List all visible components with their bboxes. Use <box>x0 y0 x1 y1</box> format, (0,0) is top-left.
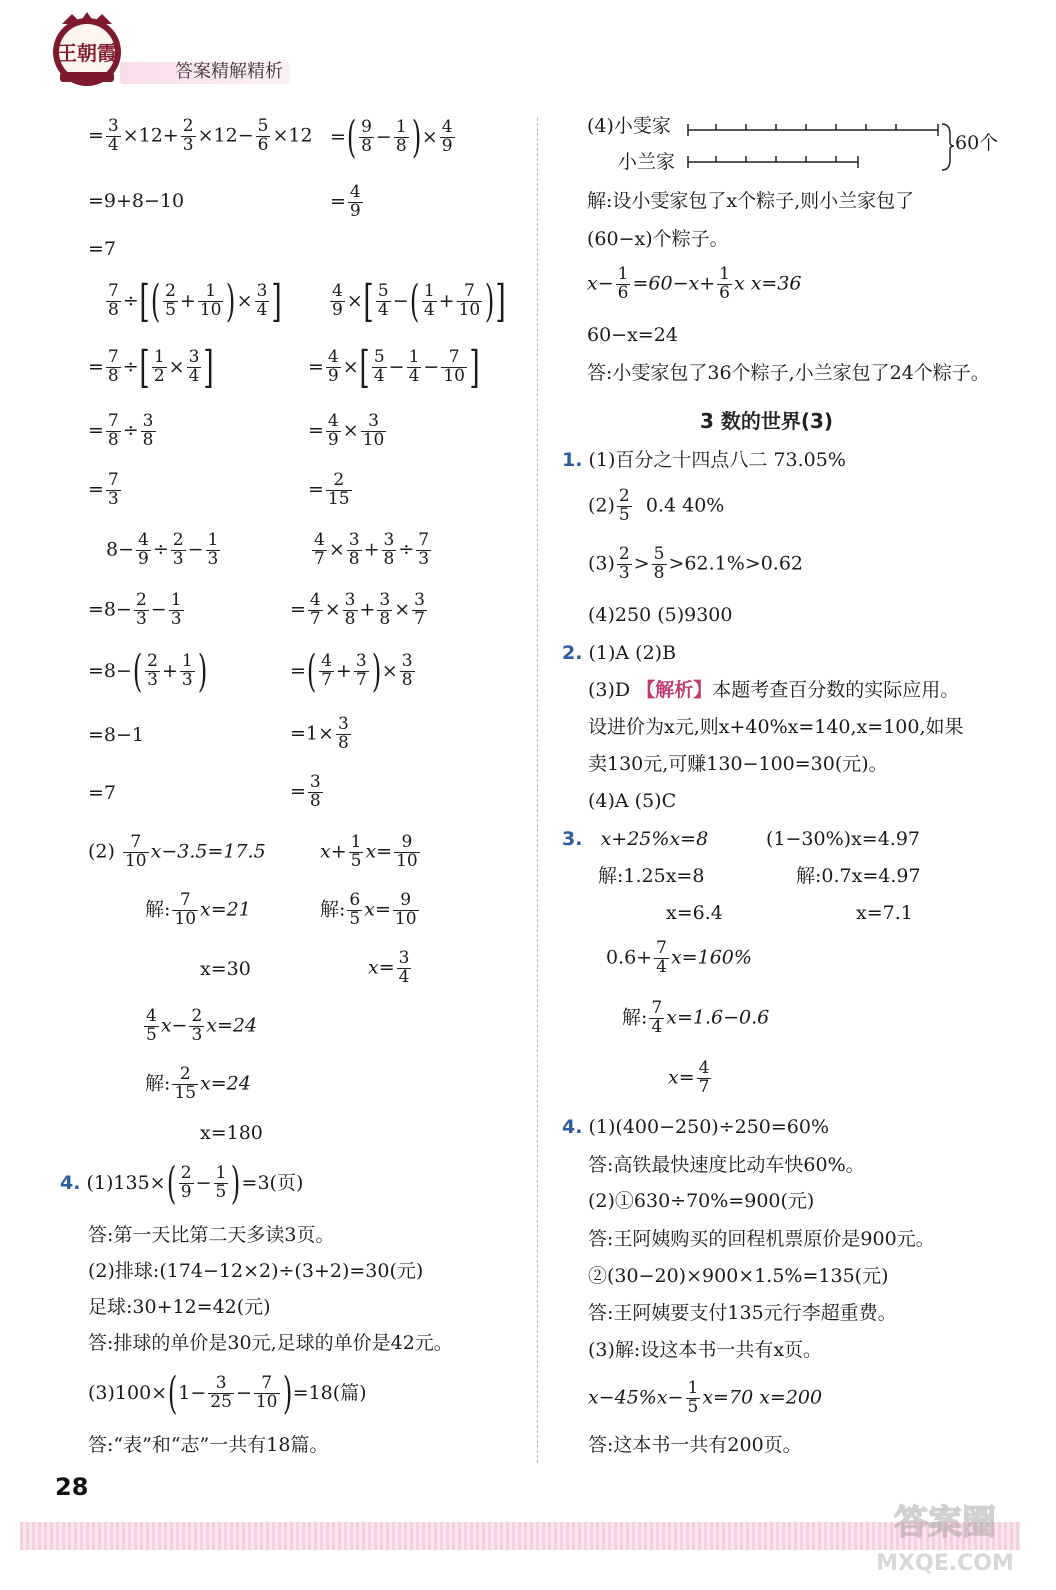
calc-line: = $\frac{3}{8}$ <box>290 772 321 811</box>
question-1-part-2: (2) $\frac{2}{5}$ 0.4 40% <box>588 486 725 525</box>
calc-line: = $\frac{4}{9}$ <box>330 182 361 221</box>
watermark-url: MXQE.COM <box>876 1551 1014 1576</box>
solution-text: (60−x)个粽子。 <box>587 228 729 250</box>
question-3-eq-a: 3. x+25%x=8 <box>562 828 709 850</box>
calc-line: = $\frac{7}{3}$ <box>88 470 119 509</box>
question-4-part-1: 4. (1)135×( $\frac{2}{9}$ − $\frac{1}{5}$ )=3(页) <box>60 1158 304 1209</box>
calc-line: = $\frac{7}{8}$ ÷[ $\frac{1}{2}$ × $\frac{3}{4}$ ] <box>88 342 215 393</box>
watermark-text: 答案圈 <box>894 1503 996 1543</box>
answer-text: 答:“表”和“志”一共有18篇。 <box>88 1434 329 1456</box>
equation-line: 解:1.25x=8 <box>598 865 705 887</box>
calc-line: =( $\frac{9}{8}$ − $\frac{1}{8}$ )× $\frac{4}{9}$ <box>330 112 453 163</box>
calc-line: $\frac{4}{7}$ × $\frac{3}{8}$ + $\frac{3}{8}$ ÷ $\frac{7}{3}$ <box>314 530 430 569</box>
calc-line: = $\frac{4}{9}$ × $\frac{3}{10}$ <box>308 411 385 450</box>
question-1-part-4: (4)250 (5)9300 <box>588 604 733 626</box>
calc-line: =( $\frac{4}{7}$ + $\frac{3}{7}$ )× $\frac{3}{8}$ <box>290 646 413 697</box>
question-1-part-3: (3) $\frac{2}{3}$ > $\frac{5}{8}$ >62.1%>0.62 <box>588 544 804 583</box>
calc-line: = $\frac{7}{8}$ ÷ $\frac{3}{8}$ <box>88 411 154 450</box>
calc-line: =8− $\frac{2}{3}$ − $\frac{1}{3}$ <box>88 590 182 629</box>
calc-line: = $\frac{4}{7}$ × $\frac{3}{8}$ + $\frac{3}{8}$ × $\frac{3}{7}$ <box>290 590 425 629</box>
equation-line: $\frac{4}{5}$ x− $\frac{2}{3}$ x=24 <box>146 1006 258 1045</box>
header-title: 答案精解精析 <box>175 61 283 82</box>
calc-line: =7 <box>88 238 117 260</box>
answer-text: 答:高铁最快速度比动车快60%。 <box>588 1154 865 1176</box>
question-2-part-3: (3)D 【解析】本题考查百分数的实际应用。 <box>588 679 960 701</box>
equation-line: 解: $\frac{7}{10}$ x=21 <box>145 890 251 929</box>
page-number: 28 <box>55 1473 89 1501</box>
equation-line: 60−x=24 <box>587 324 678 346</box>
equation-line: (2) $\frac{7}{10}$ x−3.5=17.5 <box>88 832 266 871</box>
equation-line: 解: $\frac{2}{15}$ x=24 <box>145 1064 251 1103</box>
question-4-part-3: (3)100×(1− $\frac{3}{25}$ − $\frac{7}{10}$ )=18(篇) <box>88 1368 367 1419</box>
equation-line: x− $\frac{1}{6}$ =60−x+ $\frac{1}{6}$ x x=36 <box>587 264 802 303</box>
equation-line: 解: $\frac{6}{5}$ x= $\frac{9}{10}$ <box>320 890 417 929</box>
answer-text: 答:王阿姨要支付135元行李超重费。 <box>588 1302 897 1324</box>
section-title: 3 数的世界(3) <box>700 409 834 433</box>
calc-line: =7 <box>88 782 117 804</box>
equation-line: x=6.4 <box>666 902 723 924</box>
calc-line: = $\frac{4}{9}$ ×[ $\frac{5}{4}$ − $\frac{1}{4}$ − $\frac{7}{10}$ ] <box>308 342 480 393</box>
answer-text: (3)解:设这本书一共有x页。 <box>588 1339 823 1361</box>
answer-text: 答:这本书一共有200页。 <box>588 1434 802 1456</box>
equation-line: x= $\frac{3}{4}$ <box>368 948 410 987</box>
answer-text: 答:王阿姨购买的回程机票原价是900元。 <box>588 1228 935 1250</box>
answer-text: 答:第一天比第二天多读3页。 <box>88 1224 335 1246</box>
diagram-label-xiaolan: 小兰家 <box>618 151 676 173</box>
calc-line: = $\frac{3}{4}$ ×12+ $\frac{2}{3}$ ×12− $\frac{5}{6}$ ×12 <box>88 116 313 155</box>
brand-logo <box>42 10 132 90</box>
equation-line: x=7.1 <box>856 902 913 924</box>
equation-line: x−45%x− $\frac{1}{5}$ x=70 x=200 <box>588 1378 823 1417</box>
equation-line: 解: $\frac{7}{4}$ x=1.6−0.6 <box>622 998 770 1037</box>
equation-line: x+ $\frac{1}{5}$ x= $\frac{9}{10}$ <box>320 832 418 871</box>
calc-line: = $\frac{2}{15}$ <box>308 470 350 509</box>
column-divider <box>537 118 538 1463</box>
question-4-right-part-1: 4. (1)(400−250)÷250=60% <box>562 1116 830 1138</box>
equation-line: 解:0.7x=4.97 <box>796 865 921 887</box>
diagram-total: 60个 <box>955 132 999 154</box>
answer-text: 答:排球的单价是30元,足球的单价是42元。 <box>88 1332 453 1354</box>
calc-line: =8−( $\frac{2}{3}$ + $\frac{1}{3}$ ) <box>88 646 207 697</box>
analysis-text: 设进价为x元,则x+40%x=140,x=100,如果 <box>588 716 964 738</box>
answer-text: (2)①630÷70%=900(元) <box>588 1190 815 1212</box>
question-3-eq-b: (1−30%)x=4.97 <box>766 828 921 850</box>
calc-line: =8−1 <box>88 724 145 746</box>
watermark-logo <box>860 1492 1030 1582</box>
diagram-label-xiaowen: (4)小雯家 <box>587 115 671 137</box>
analysis-text: 卖130元,可赚130−100=30(元)。 <box>588 753 888 775</box>
answer-text: (2)排球:(174−12×2)÷(3+2)=30(元) <box>88 1260 424 1282</box>
calc-line: =9+8−10 <box>88 190 185 212</box>
solution-text: 解:设小雯家包了x个粽子,则小兰家包了 <box>587 190 915 212</box>
answer-text: 答:小雯家包了36个粽子,小兰家包了24个粽子。 <box>587 362 990 384</box>
answer-text: ②(30−20)×900×1.5%=135(元) <box>588 1265 889 1287</box>
calc-line: =1× $\frac{3}{8}$ <box>290 714 349 753</box>
question-1-part-1: 1. (1)百分之十四点八二 73.05% <box>562 449 846 471</box>
segment-diagram <box>686 116 956 174</box>
calc-line: $\frac{7}{8}$ ÷[( $\frac{2}{5}$ + $\frac{1}{10}$ )× $\frac{3}{4}$ ] <box>108 276 283 327</box>
equation-line: x= $\frac{4}{7}$ <box>668 1058 710 1097</box>
calc-line: 8− $\frac{4}{9}$ ÷ $\frac{2}{3}$ − $\frac{1}{3}$ <box>106 530 219 569</box>
calc-line: $\frac{4}{9}$ ×[ $\frac{5}{4}$ −( $\frac{1}{4}$ + $\frac{7}{10}$ )] <box>332 276 507 327</box>
question-2-part-4: (4)A (5)C <box>588 790 677 812</box>
equation-line: x=180 <box>200 1122 263 1144</box>
answer-text: 足球:30+12=42(元) <box>88 1296 271 1318</box>
question-2-part-1: 2. (1)A (2)B <box>562 642 677 664</box>
equation-line: x=30 <box>200 958 251 980</box>
question-3-eq-c: 0.6+ $\frac{7}{4}$ x=160% <box>606 938 752 977</box>
brand-logo-text: 王朝霞 <box>57 41 117 65</box>
